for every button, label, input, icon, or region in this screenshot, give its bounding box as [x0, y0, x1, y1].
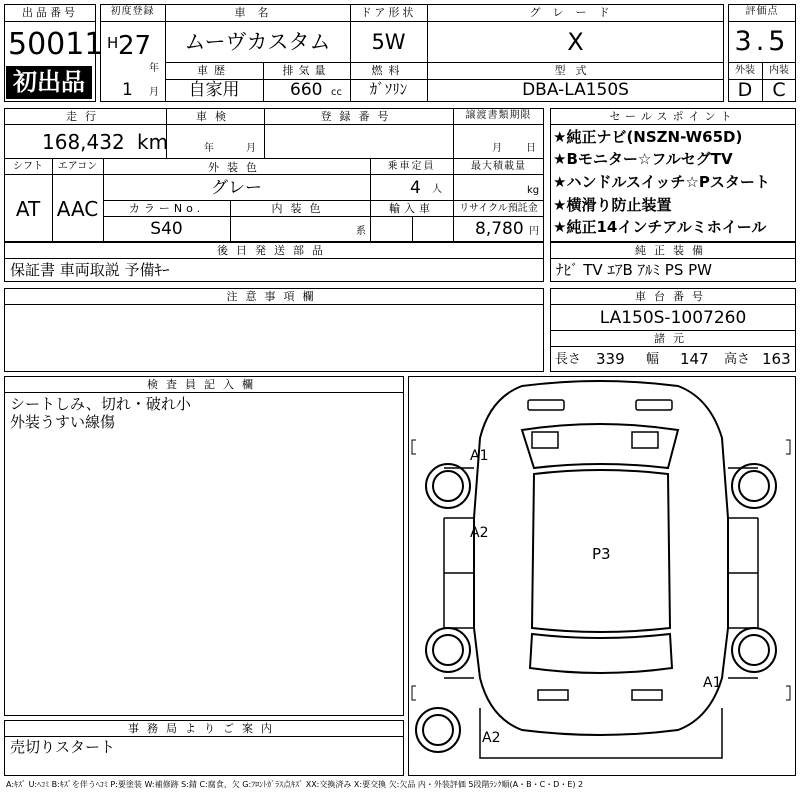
mileage-label: 走行	[66, 110, 104, 123]
era: H	[107, 34, 119, 52]
first-reg-label: 初度登録	[110, 6, 155, 17]
fuel: ｶﾞｿﾘﾝ	[369, 80, 408, 98]
inspector-label: 検査員記入欄	[147, 378, 261, 391]
car-diagram	[410, 378, 794, 774]
chassis-label: 車台番号	[635, 290, 711, 303]
door-type: 5W	[371, 30, 406, 54]
seats: 4	[410, 178, 421, 198]
legend: A:ｷｽﾞ U:ﾍｺﾐ B:ｷｽﾞを伴うﾍｺﾐ P:要塗装 W:補修跡 S:錆 C:腐食、欠 G:ﾌﾛﾝﾄｶﾞﾗｽ点ｷｽﾞ XX:交換済み X:要交換 欠:欠品 内・外装評価 5段階ﾗﾝｸ順(A・B・C・D・E) 2	[6, 780, 584, 789]
genuine-equipment-label: 純正装備	[635, 244, 711, 257]
height: 163	[762, 350, 791, 368]
interior-label: 内装	[769, 65, 789, 76]
model-code: DBA-LA150S	[522, 80, 629, 100]
exterior-label: 外装	[735, 65, 755, 76]
mileage: 168,432	[42, 130, 125, 154]
interior-grade: C	[772, 79, 786, 101]
recycle-fee: 8,780	[475, 219, 524, 239]
door-label: ドア形状	[360, 6, 417, 19]
inspector-note-1: シートしみ、切れ・破れ小	[10, 395, 191, 413]
first-reg-month: 1	[122, 80, 133, 100]
damage-roof: P3	[592, 545, 611, 563]
transfer-doc-label: 譲渡書類期限	[465, 110, 532, 121]
car-name: ムーヴカスタム	[184, 30, 331, 54]
car-name-label: 車名	[234, 6, 281, 19]
genuine-equipment: ﾅﾋﾞ TV ｴｱB ｱﾙﾐ PS PW	[556, 261, 712, 279]
damage-rear-right: A1	[703, 675, 722, 691]
history: 自家用	[188, 80, 240, 100]
color-no-label: カラーNo.	[128, 202, 205, 215]
displacement-label: 排気量	[282, 64, 331, 77]
inspection-label: 車検	[196, 110, 234, 123]
lot-number: 50011	[8, 27, 104, 62]
length: 339	[596, 350, 625, 368]
first-listing-badge: 初出品	[6, 66, 92, 99]
history-label: 車歴	[197, 64, 231, 77]
damage-front-left: A1	[470, 448, 489, 464]
inspector-note-2: 外装うすい線傷	[10, 413, 116, 431]
sales-point-4: ★横滑り防止装置	[553, 196, 672, 214]
color-no: S40	[150, 219, 183, 239]
int-color-label: 内装色	[271, 202, 329, 215]
fuel-label: 燃料	[371, 64, 406, 77]
displacement: 660	[290, 80, 323, 100]
import-label: 輸入車	[389, 202, 434, 215]
ac: AAC	[56, 197, 99, 221]
recycle-label: リサイクル預託金	[459, 203, 538, 214]
length-label: 長さ	[555, 352, 582, 367]
sales-point-1: ★純正ナビ(NSZN-W65D)	[553, 128, 743, 146]
max-load-label: 最大積載量	[471, 161, 526, 172]
width-label: 幅	[646, 352, 660, 367]
damage-rear: A2	[482, 730, 501, 746]
height-label: 高さ	[724, 352, 751, 367]
later-parts: 保証書 車両取説 予備ｷｰ	[10, 261, 170, 279]
specs-label: 諸元	[654, 332, 692, 345]
office-label: 事務局よりご案内	[128, 722, 280, 735]
lot-number-label: 出品番号	[22, 6, 78, 19]
ac-label: エアコン	[57, 161, 98, 172]
sales-point-5: ★純正14インチアルミホイール	[553, 218, 767, 236]
shift-label: シフト	[13, 161, 43, 172]
ext-color-label: 外装色	[208, 161, 265, 174]
chassis-number: LA150S-1007260	[599, 308, 747, 328]
notes-label: 注意事項欄	[226, 290, 322, 303]
model-label: 型式	[554, 64, 597, 77]
exterior-grade: D	[737, 79, 753, 101]
damage-left-door: A2	[470, 525, 489, 541]
grade: X	[567, 28, 584, 56]
score: 3.5	[734, 26, 790, 57]
score-label: 評価点	[745, 6, 779, 17]
sales-points-label: セールスポイント	[609, 110, 737, 123]
shift: AT	[15, 197, 41, 221]
width: 147	[680, 350, 709, 368]
grade-label: グレード	[529, 6, 622, 19]
mileage-unit: km	[137, 130, 169, 154]
seats-label: 乗車定員	[387, 161, 436, 172]
sales-point-2: ★Bモニター☆フルセグTV	[553, 150, 733, 168]
reg-no-label: 登録番号	[320, 110, 397, 123]
ext-color: グレー	[211, 178, 262, 198]
office-note: 売切りスタート	[10, 738, 116, 756]
first-reg-year: 27	[118, 31, 152, 61]
details-box	[4, 108, 544, 242]
sales-point-3: ★ハンドルスイッチ☆Pスタート	[553, 173, 770, 191]
later-parts-label: 後日発送部品	[217, 244, 331, 257]
